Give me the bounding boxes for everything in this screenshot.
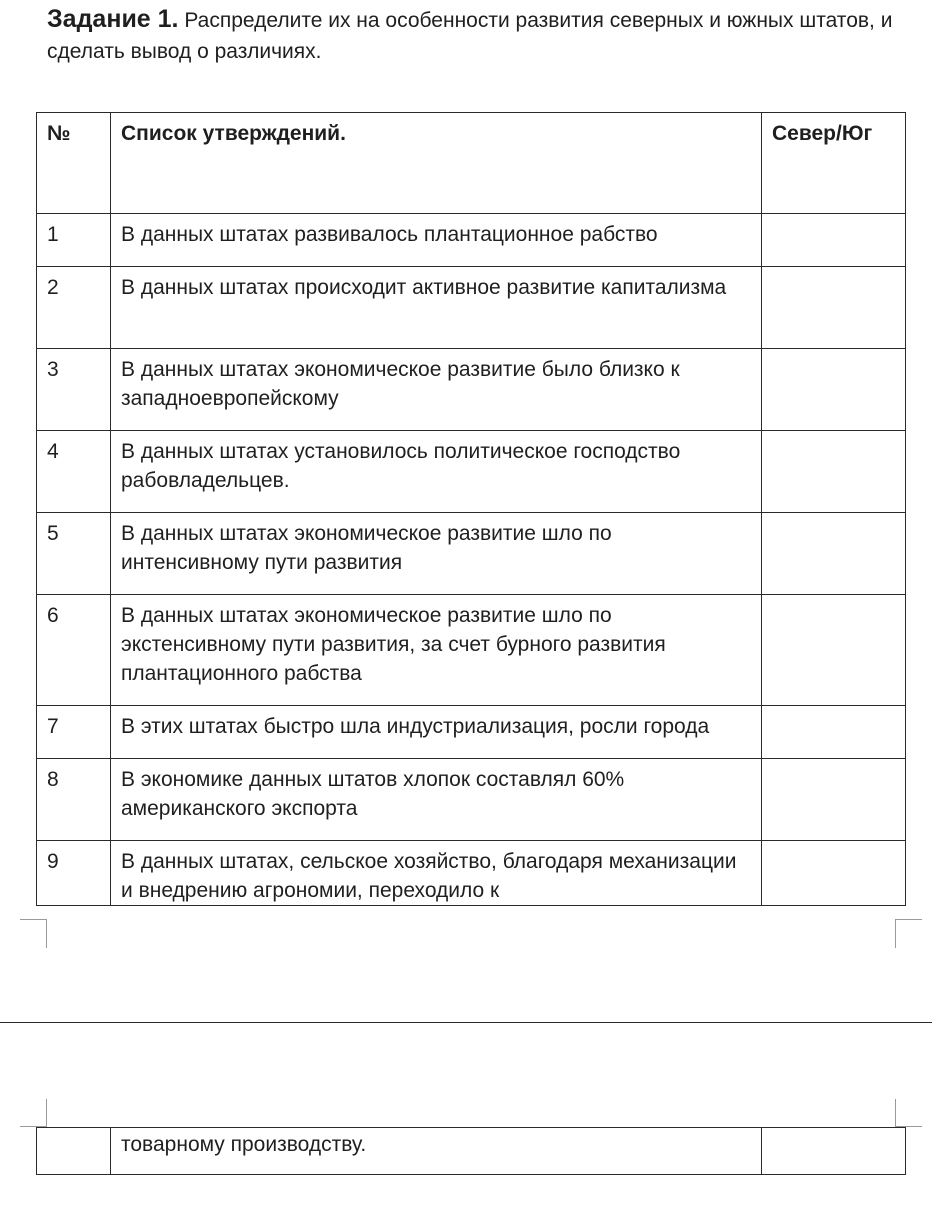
row-statement: В экономике данных штатов хлопок составлял 60% американского экспорта (121, 768, 625, 820)
table-row (37, 595, 906, 706)
answer-cell[interactable] (762, 595, 906, 706)
crop-mark-top-right (895, 1099, 922, 1127)
answer-cell[interactable] (762, 431, 906, 513)
row-number: 4 (47, 440, 59, 463)
table-row (37, 431, 906, 513)
table-row (37, 706, 906, 759)
row-statement-continuation: товарному производству. (121, 1133, 367, 1156)
row-statement: В этих штатах быстро шла индустриализация, росли города (121, 715, 710, 738)
task-header (47, 4, 907, 67)
row-statement: В данных штатах экономическое развитие было близко к западноевропейскому (121, 358, 680, 410)
row-statement: В данных штатах происходит активное развитие капитализма (121, 276, 727, 299)
table-row (37, 513, 906, 595)
crop-mark-top-left (20, 1099, 47, 1127)
table-row (37, 349, 906, 431)
row-number: 9 (47, 850, 59, 873)
row-number: 8 (47, 768, 59, 791)
answer-cell[interactable] (762, 706, 906, 759)
page-break-divider (0, 1022, 932, 1023)
row-statement: В данных штатах, сельское хозяйство, благодаря механизации и внедрению агрономии, переходило к (121, 850, 737, 902)
table-row (37, 1128, 906, 1175)
header-number: № (37, 113, 111, 214)
crop-mark-bottom-right (895, 919, 922, 948)
row-statement: В данных штатах развивалось плантационное рабство (121, 223, 658, 246)
answer-cell[interactable] (762, 214, 906, 267)
header-statements: Список утверждений. (111, 113, 762, 214)
header-north-south: Север/Юг (762, 113, 906, 214)
row-statement: В данных штатах экономическое развитие шло по экстенсивному пути развития, за счет бурного развития плантационного рабства (121, 604, 666, 685)
row-statement: В данных штатах установилось политическое господство рабовладельцев. (121, 440, 681, 492)
row-statement: В данных штатах экономическое развитие шло по интенсивному пути развития (121, 522, 612, 574)
answer-cell[interactable] (762, 267, 906, 349)
row-number: 7 (47, 715, 59, 738)
crop-mark-bottom-left (20, 919, 47, 948)
table-row (37, 267, 906, 349)
table-header-row (37, 113, 906, 214)
answer-cell[interactable] (762, 349, 906, 431)
row-number: 1 (47, 223, 59, 246)
table-row (37, 214, 906, 267)
answer-cell[interactable] (762, 759, 906, 841)
statements-table (36, 112, 906, 906)
table-row (37, 841, 906, 906)
task-label: Задание 1. (47, 5, 179, 33)
row-number (37, 1128, 111, 1175)
table-row (37, 759, 906, 841)
answer-cell[interactable] (762, 841, 906, 906)
row-number: 6 (47, 604, 59, 627)
statements-table-continuation (36, 1127, 906, 1175)
answer-cell[interactable] (762, 513, 906, 595)
row-number: 2 (47, 276, 59, 299)
row-number: 3 (47, 358, 59, 381)
answer-cell[interactable] (762, 1128, 906, 1175)
row-number: 5 (47, 522, 59, 545)
task-instruction: Распределите их на особенности развития северных и южных штатов, и сделать вывод о различиях. (47, 9, 893, 63)
